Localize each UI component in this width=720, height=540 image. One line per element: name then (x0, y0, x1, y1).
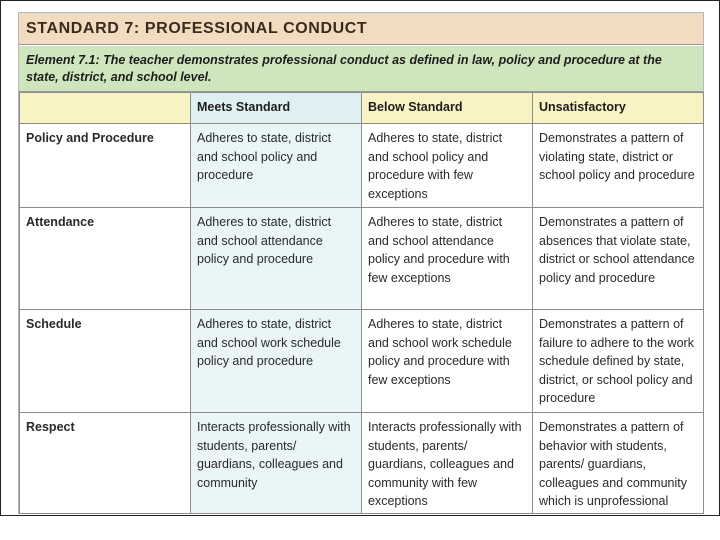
rubric-sheet (18, 12, 704, 514)
table-row (20, 208, 704, 310)
cell-meets-attendance: Adheres to state, district and school attendance policy and procedure (191, 208, 362, 310)
element-description: Element 7.1: The teacher demonstrates professional conduct as defined in law, policy and procedure at the state, district, and school level. (19, 46, 703, 92)
cell-meets-policy: Adheres to state, district and school policy and procedure (191, 124, 362, 208)
cell-meets-respect: Interacts professionally with students, parents/ guardians, colleagues and community (191, 413, 362, 514)
header-below-standard: Below Standard (362, 93, 533, 124)
criterion-schedule: Schedule (20, 310, 191, 413)
cell-below-respect: Interacts professionally with students, parents/ guardians, colleagues and community with few exceptions (362, 413, 533, 514)
table-row (20, 124, 704, 208)
table-header-row (20, 93, 704, 124)
criterion-attendance: Attendance (20, 208, 191, 310)
table-row (20, 310, 704, 413)
header-criterion (20, 93, 191, 124)
rubric-table (19, 92, 704, 514)
standard-title: STANDARD 7: PROFESSIONAL CONDUCT (19, 13, 703, 45)
cell-below-policy: Adheres to state, district and school policy and procedure with few exceptions (362, 124, 533, 208)
table-row (20, 413, 704, 514)
criterion-respect: Respect (20, 413, 191, 514)
cell-below-attendance: Adheres to state, district and school attendance policy and procedure with few exceptions (362, 208, 533, 310)
cell-unsat-policy: Demonstrates a pattern of violating state, district or school policy and procedure (533, 124, 704, 208)
cell-unsat-attendance: Demonstrates a pattern of absences that violate state, district or school attendance policy and procedure (533, 208, 704, 310)
cell-below-schedule: Adheres to state, district and school work schedule policy and procedure with few exceptions (362, 310, 533, 413)
cell-unsat-schedule: Demonstrates a pattern of failure to adhere to the work schedule defined by state, district, or school policy and procedure (533, 310, 704, 413)
cell-unsat-respect: Demonstrates a pattern of behavior with students, parents/ guardians, colleagues and community which is unprofessional (533, 413, 704, 514)
criterion-policy-and-procedure: Policy and Procedure (20, 124, 191, 208)
cell-meets-schedule: Adheres to state, district and school work schedule policy and procedure (191, 310, 362, 413)
header-meets-standard: Meets Standard (191, 93, 362, 124)
header-unsatisfactory: Unsatisfactory (533, 93, 704, 124)
